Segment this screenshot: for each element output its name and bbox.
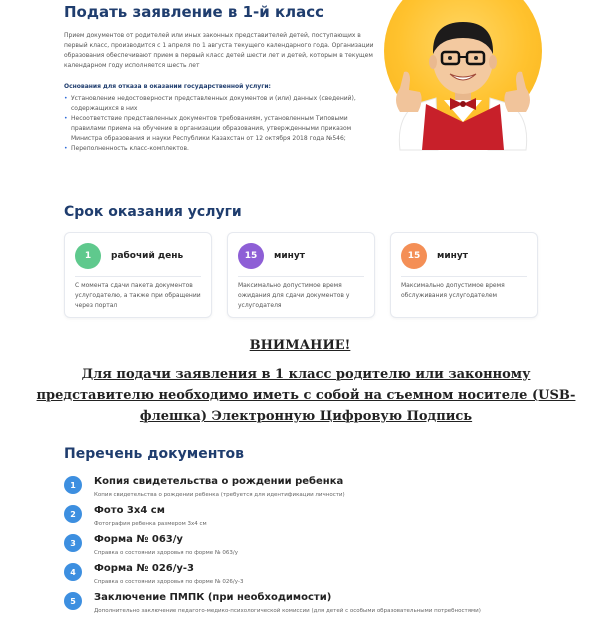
hero-description: Прием документов от родителей или иных законных представителей детей, поступающих в первый класс, производится с 1 апреля по 1 августа текущего календарного года. Организации образования обеспечивают прием в первый класс детей шести лет и детей, которым в текущем календарном году исполняется шесть лет [64,32,374,69]
document-name: Фото 3х4 см [94,505,165,516]
term-card-waiting-time [227,232,375,318]
term-description: С момента сдачи пакета документов услугодателю, а также при обращении через портал [75,282,201,309]
document-name: Копия свидетельства о рождении ребенка [94,476,344,487]
term-description: Максимально допустимое время ожидания для сдачи документов у услугодателя [238,282,350,309]
boy-thumbs-up-image [378,0,548,168]
document-item [64,563,564,591]
document-number-badge: 5 [64,592,82,610]
card-divider [401,276,527,277]
term-unit: рабочий день [111,251,184,261]
document-number-badge: 3 [64,534,82,552]
document-note: Фотография ребенка размером 3х4 см [94,521,207,527]
list-item: • Несоответствие представленных документов требованиям, установленным Типовыми правилами приема на обучение в организации образования, утвержденными приказом Министра образования и науки Республики Казахстан от 12 октября 2018 года №546; [64,114,384,144]
document-item [64,476,564,504]
document-note: Справка о состоянии здоровья по форме № 063/у [94,550,238,556]
service-term-title: Срок оказания услуги [64,204,242,220]
document-name: Форма № 063/у [94,534,183,545]
document-note: Копия свидетельства о рождении ребенка (требуется для идентификации личности) [94,492,345,498]
term-badge: 15 [401,243,427,269]
document-item [64,592,564,620]
document-note: Справка о состоянии здоровья по форме № 026/у-3 [94,579,244,585]
notice-title: ВНИМАНИЕ! [249,338,351,353]
term-description: Максимально допустимое время обслуживания услугодателем [401,282,505,299]
card-divider [75,276,201,277]
page-title: Подать заявление в 1-й класс [64,3,325,21]
document-number-badge: 4 [64,563,82,581]
term-unit: минут [437,251,468,261]
term-badge: 1 [75,243,101,269]
list-item: • Переполненность класс-комплектов. [64,144,384,154]
documents-title: Перечень документов [64,446,244,462]
child-illustration [378,0,548,168]
document-name: Форма № 026/у-3 [94,563,195,574]
card-divider [238,276,364,277]
term-card-service-time [390,232,538,318]
refusal-reasons-title: Основания для отказа в оказании государственной услуги: [64,83,271,90]
refusal-reasons-list [64,94,384,154]
document-item [64,505,564,533]
document-item [64,534,564,562]
document-number-badge: 2 [64,505,82,523]
notice-text: Для подачи заявления в 1 класс родителю или законному представителю необходимо иметь с собой на съемном носителе (USB-флешка) Электронную Цифровую Подпись [36,367,576,424]
document-number-badge: 1 [64,476,82,494]
term-unit: минут [274,251,305,261]
document-name: Заключение ПМПК (при необходимости) [94,592,332,603]
term-badge: 15 [238,243,264,269]
term-card-working-day [64,232,212,318]
document-note: Дополнительно заключение педагого-медико-психологической комиссии (для детей с особыми образовательными потребностями) [94,608,481,614]
list-item: • Установление недостоверности представленных документов и (или) данных (сведений), содержащихся в них [64,94,384,114]
hero-section [0,0,600,180]
